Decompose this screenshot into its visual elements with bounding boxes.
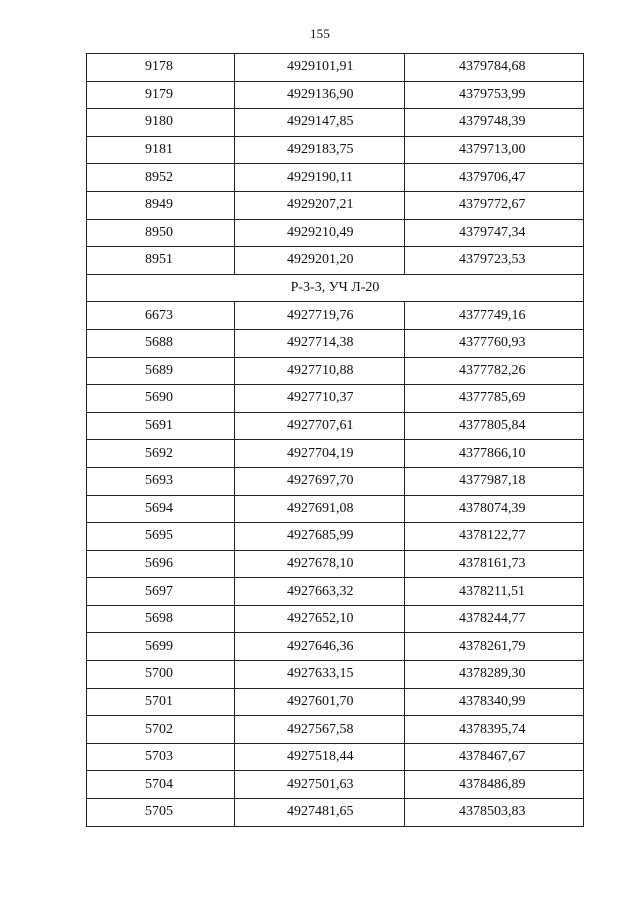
table-row (87, 54, 584, 82)
x-coordinate-cell: 4927678,10 (235, 550, 405, 578)
table-row (87, 716, 584, 744)
point-id-cell: 5698 (87, 605, 235, 633)
coordinates-table-body (87, 54, 584, 827)
x-coordinate-cell: 4929183,75 (235, 136, 405, 164)
y-coordinate-cell: 4377805,84 (405, 412, 584, 440)
table-row (87, 81, 584, 109)
point-id-cell: 5694 (87, 495, 235, 523)
y-coordinate-cell: 4377866,10 (405, 440, 584, 468)
y-coordinate-cell: 4377987,18 (405, 467, 584, 495)
table-row (87, 136, 584, 164)
x-coordinate-cell: 4929207,21 (235, 191, 405, 219)
x-coordinate-cell: 4927501,63 (235, 771, 405, 799)
table-row (87, 247, 584, 275)
y-coordinate-cell: 4378261,79 (405, 633, 584, 661)
table-row (87, 771, 584, 799)
point-id-cell: 5697 (87, 578, 235, 606)
table-row (87, 357, 584, 385)
point-id-cell: 5693 (87, 467, 235, 495)
point-id-cell: 5703 (87, 743, 235, 771)
x-coordinate-cell: 4927567,58 (235, 716, 405, 744)
x-coordinate-cell: 4929201,20 (235, 247, 405, 275)
point-id-cell: 8952 (87, 164, 235, 192)
x-coordinate-cell: 4927518,44 (235, 743, 405, 771)
x-coordinate-cell: 4927697,70 (235, 467, 405, 495)
y-coordinate-cell: 4378244,77 (405, 605, 584, 633)
y-coordinate-cell: 4379772,67 (405, 191, 584, 219)
y-coordinate-cell: 4378395,74 (405, 716, 584, 744)
point-id-cell: 8949 (87, 191, 235, 219)
table-row (87, 799, 584, 827)
point-id-cell: 9180 (87, 109, 235, 137)
point-id-cell: 5689 (87, 357, 235, 385)
x-coordinate-cell: 4927481,65 (235, 799, 405, 827)
section-header-row (87, 274, 584, 302)
y-coordinate-cell: 4378161,73 (405, 550, 584, 578)
table-row (87, 523, 584, 551)
point-id-cell: 9181 (87, 136, 235, 164)
y-coordinate-cell: 4379748,39 (405, 109, 584, 137)
point-id-cell: 5688 (87, 329, 235, 357)
table-row (87, 605, 584, 633)
x-coordinate-cell: 4927691,08 (235, 495, 405, 523)
x-coordinate-cell: 4927646,36 (235, 633, 405, 661)
table-row (87, 109, 584, 137)
x-coordinate-cell: 4929101,91 (235, 54, 405, 82)
table-row (87, 550, 584, 578)
point-id-cell: 5695 (87, 523, 235, 551)
point-id-cell: 8951 (87, 247, 235, 275)
x-coordinate-cell: 4927710,88 (235, 357, 405, 385)
point-id-cell: 5690 (87, 385, 235, 413)
y-coordinate-cell: 4379723,53 (405, 247, 584, 275)
page-number: 155 (309, 26, 331, 41)
y-coordinate-cell: 4379784,68 (405, 54, 584, 82)
table-row (87, 661, 584, 689)
table-row (87, 495, 584, 523)
section-header: Р-3-3, УЧ Л-20 (87, 274, 584, 302)
table-row (87, 329, 584, 357)
x-coordinate-cell: 4927714,38 (235, 329, 405, 357)
y-coordinate-cell: 4378122,77 (405, 523, 584, 551)
coordinates-table (86, 53, 584, 827)
table-row (87, 412, 584, 440)
x-coordinate-cell: 4927707,61 (235, 412, 405, 440)
y-coordinate-cell: 4378467,67 (405, 743, 584, 771)
y-coordinate-cell: 4377760,93 (405, 329, 584, 357)
x-coordinate-cell: 4927663,32 (235, 578, 405, 606)
x-coordinate-cell: 4927710,37 (235, 385, 405, 413)
point-id-cell: 5691 (87, 412, 235, 440)
point-id-cell: 5699 (87, 633, 235, 661)
table-row (87, 578, 584, 606)
x-coordinate-cell: 4929147,85 (235, 109, 405, 137)
y-coordinate-cell: 4378340,99 (405, 688, 584, 716)
x-coordinate-cell: 4927719,76 (235, 302, 405, 330)
table-row (87, 688, 584, 716)
y-coordinate-cell: 4379706,47 (405, 164, 584, 192)
x-coordinate-cell: 4927601,70 (235, 688, 405, 716)
y-coordinate-cell: 4378074,39 (405, 495, 584, 523)
point-id-cell: 5705 (87, 799, 235, 827)
y-coordinate-cell: 4378211,51 (405, 578, 584, 606)
point-id-cell: 5696 (87, 550, 235, 578)
y-coordinate-cell: 4377749,16 (405, 302, 584, 330)
y-coordinate-cell: 4379753,99 (405, 81, 584, 109)
point-id-cell: 5704 (87, 771, 235, 799)
x-coordinate-cell: 4929136,90 (235, 81, 405, 109)
x-coordinate-cell: 4929210,49 (235, 219, 405, 247)
point-id-cell: 9179 (87, 81, 235, 109)
y-coordinate-cell: 4378289,30 (405, 661, 584, 689)
y-coordinate-cell: 4378503,83 (405, 799, 584, 827)
table-row (87, 467, 584, 495)
table-row (87, 302, 584, 330)
table-row (87, 191, 584, 219)
table-row (87, 385, 584, 413)
point-id-cell: 5700 (87, 661, 235, 689)
table-row (87, 440, 584, 468)
point-id-cell: 9178 (87, 54, 235, 82)
x-coordinate-cell: 4927704,19 (235, 440, 405, 468)
y-coordinate-cell: 4378486,89 (405, 771, 584, 799)
y-coordinate-cell: 4377785,69 (405, 385, 584, 413)
table-row (87, 743, 584, 771)
point-id-cell: 5701 (87, 688, 235, 716)
y-coordinate-cell: 4377782,26 (405, 357, 584, 385)
point-id-cell: 5702 (87, 716, 235, 744)
table-row (87, 164, 584, 192)
point-id-cell: 8950 (87, 219, 235, 247)
x-coordinate-cell: 4927685,99 (235, 523, 405, 551)
point-id-cell: 6673 (87, 302, 235, 330)
table-row (87, 633, 584, 661)
y-coordinate-cell: 4379713,00 (405, 136, 584, 164)
x-coordinate-cell: 4929190,11 (235, 164, 405, 192)
y-coordinate-cell: 4379747,34 (405, 219, 584, 247)
point-id-cell: 5692 (87, 440, 235, 468)
x-coordinate-cell: 4927652,10 (235, 605, 405, 633)
table-row (87, 219, 584, 247)
x-coordinate-cell: 4927633,15 (235, 661, 405, 689)
